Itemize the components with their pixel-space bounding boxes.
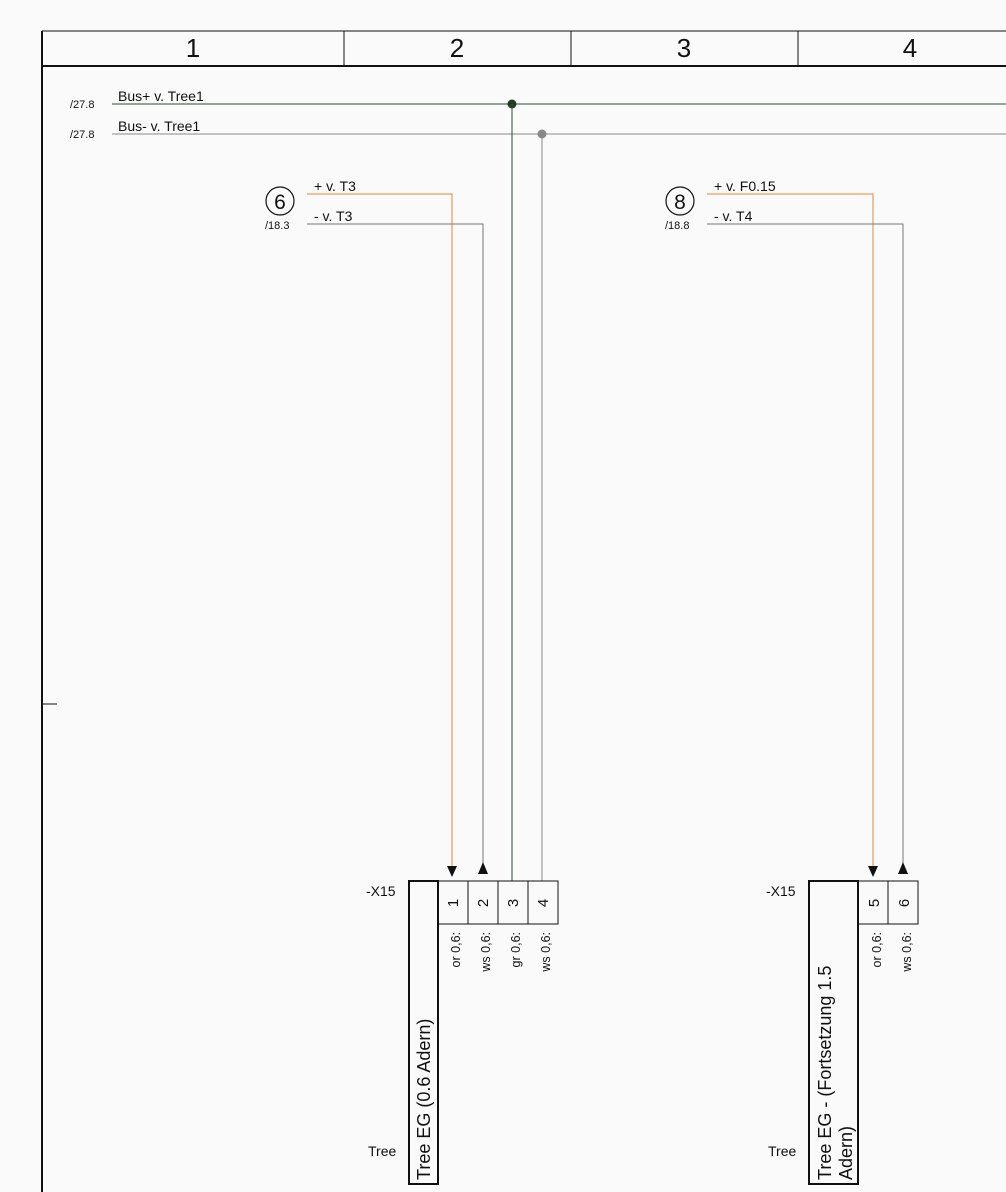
group-8 bbox=[665, 178, 918, 1184]
plus-feed-wire bbox=[707, 194, 873, 866]
minus-feed-wire bbox=[707, 224, 903, 874]
wire-label: or 0,6: bbox=[449, 932, 463, 968]
plus-feed-label: + v. F0.15 bbox=[714, 178, 776, 194]
terminal-designation: -X15 bbox=[366, 883, 396, 899]
reference-page: /18.8 bbox=[665, 220, 690, 232]
column-number-1: 1 bbox=[185, 33, 201, 63]
reference-number: 8 bbox=[674, 191, 686, 214]
terminal-4 bbox=[528, 881, 558, 973]
terminal-number: 6 bbox=[896, 898, 913, 908]
arrow-up-icon bbox=[478, 862, 488, 874]
terminal-strip-label: Tree EG (0.6 Adern) bbox=[414, 1018, 434, 1180]
reference-page: /18.3 bbox=[265, 220, 290, 232]
minus-feed-label: - v. T4 bbox=[714, 208, 753, 224]
column-number-3: 3 bbox=[676, 33, 692, 63]
terminal-6 bbox=[888, 881, 918, 973]
bus-lines bbox=[70, 88, 1006, 881]
terminal-2 bbox=[468, 881, 498, 973]
column-number-4: 4 bbox=[902, 33, 918, 63]
terminal-5 bbox=[858, 881, 888, 967]
terminal-number: 1 bbox=[445, 898, 462, 908]
wire-label: ws 0,6: bbox=[479, 932, 493, 972]
bus-minus-ref: /27.8 bbox=[70, 129, 95, 141]
terminal-1 bbox=[438, 881, 468, 967]
bus-plus-label: Bus+ v. Tree1 bbox=[118, 88, 204, 104]
cable-label: Tree bbox=[368, 1143, 397, 1159]
reference-number: 6 bbox=[274, 191, 286, 214]
wire-label: gr 0,6: bbox=[509, 932, 523, 968]
minus-feed-label: - v. T3 bbox=[314, 208, 353, 224]
terminal-number: 4 bbox=[535, 898, 552, 908]
terminal-number: 3 bbox=[505, 898, 522, 908]
arrow-up-icon bbox=[898, 862, 908, 874]
plus-feed-label: + v. T3 bbox=[314, 178, 356, 194]
wire-label: ws 0,6: bbox=[539, 932, 553, 972]
arrow-down-icon bbox=[868, 866, 878, 877]
plus-feed-wire bbox=[307, 194, 452, 866]
terminal-number: 2 bbox=[475, 898, 492, 908]
terminal-number: 5 bbox=[866, 898, 883, 908]
minus-feed-wire bbox=[307, 224, 483, 874]
column-header bbox=[42, 31, 1006, 1192]
group-6 bbox=[265, 178, 558, 1184]
terminal-strip-label-line2: Adern) bbox=[836, 1125, 856, 1180]
terminal-strip-label: Tree EG - (Fortsetzung 1.5 bbox=[815, 965, 835, 1180]
terminal-3 bbox=[498, 881, 528, 967]
arrow-down-icon bbox=[447, 866, 457, 877]
bus-plus-ref: /27.8 bbox=[70, 99, 95, 111]
column-number-2: 2 bbox=[449, 33, 465, 63]
cable-label: Tree bbox=[768, 1143, 797, 1159]
wire-label: ws 0,6: bbox=[900, 932, 914, 972]
terminal-designation: -X15 bbox=[766, 883, 796, 899]
wire-label: or 0,6: bbox=[870, 932, 884, 968]
bus-minus-label: Bus- v. Tree1 bbox=[118, 118, 201, 134]
